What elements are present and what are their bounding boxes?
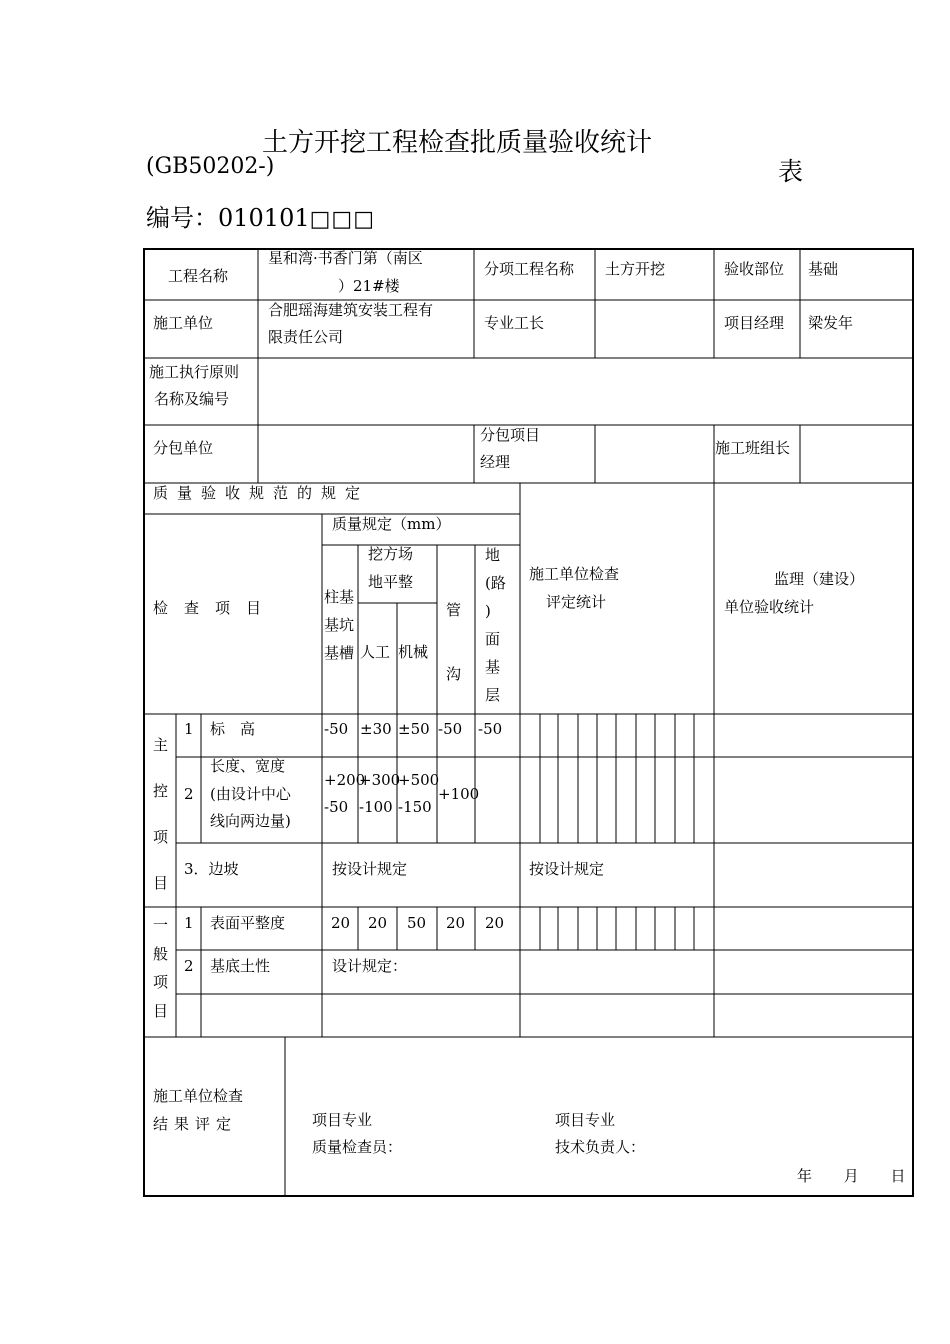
standard-label-1: 施工执行原则 [149,363,240,381]
form-number-boxes: □□□ [309,207,375,232]
mc-row2-pit-2: -50 [324,798,349,816]
mc-row2-manual-1: +300 [359,771,401,789]
col-pipe-line: 管 [446,601,462,619]
pm-label: 项目经理 [724,314,785,332]
quality-spec-label: 质量规定（mm） [332,515,451,533]
supervision-label-1: 监理（建设） [774,570,865,588]
construction-check-label-2: 评定统计 [546,593,607,611]
supervision-label-2: 单位验收统计 [724,598,815,616]
col-ground-line: 地 [485,546,501,564]
col-ground-line: 层 [485,686,501,704]
tech-label-1: 项目专业 [555,1111,616,1129]
foreman-label: 专业工长 [484,314,545,332]
col-ground-line: 面 [485,630,501,648]
form-number-label: 编号： [146,204,218,232]
col-ground-line: ) [485,602,491,620]
general-label [153,911,168,1025]
construction-unit-value-2: 限责任公司 [268,328,344,346]
tech-label-2: 技术负责人： [555,1138,646,1156]
general-char: 项 [153,973,169,991]
subcontractor-label: 分包单位 [153,439,214,457]
col-pipe-line: 沟 [446,665,462,683]
pm-value: 梁发年 [808,314,854,332]
main-control-char: 控 [153,782,169,800]
sub-pm-label-1: 分包项目 [480,426,541,444]
main-control-char: 项 [153,828,169,846]
acceptance-part-value: 基础 [808,260,839,278]
form-number-value: 010101 [218,204,310,232]
mc-slope-check: 按设计规定 [529,860,605,878]
col-ground-line: 基 [485,658,501,676]
mc-row2-manual-2: -100 [359,798,393,816]
gen-row1-pipe: 20 [446,914,466,932]
col-machine-label: 机械 [398,643,429,661]
gen-row1-pit: 20 [331,914,351,932]
mc-row2-name-1: 长度、宽度 [210,757,286,775]
construction-check-label-1: 施工单位检查 [529,565,620,583]
col-manual-label: 人工 [360,643,391,661]
mc-row2-pipe: +100 [438,785,480,803]
gen-row1-no: 1 [184,914,194,932]
mc-row2-name-3: 线向两边量) [210,812,291,830]
mc-row2-machine-1: +500 [398,771,440,789]
col-pit-line: 基坑 [324,616,355,634]
mc-row1-manual: ±30 [360,720,392,738]
col-ground-label [485,541,506,709]
col-site-label-2: 地平整 [368,573,414,591]
project-name-value-2: ）21#楼 [338,277,400,295]
mc-row2-pit-1: +200 [324,771,366,789]
project-name-label: 工程名称 [168,267,229,285]
standard-code: (GB50202-) [146,154,275,179]
acceptance-part-label: 验收部位 [724,260,785,278]
mc-row2-name-2: (由设计中心 [210,785,291,803]
col-pit-label [324,583,354,667]
gen-row1-machine: 50 [407,914,427,932]
gen-row1-ground: 20 [485,914,505,932]
spec-heading: 质量验收规范的规定 [153,484,370,502]
general-char: 目 [153,1001,169,1020]
project-name-value-1: 星和湾·书香门第（南区 [268,249,423,267]
col-site-label-1: 挖方场 [368,545,414,563]
mc-row2-machine-2: -150 [398,798,432,816]
mc-row1-name: 标 高 [210,720,256,738]
construction-unit-label: 施工单位 [153,314,214,332]
mc-slope-spec: 按设计规定 [332,860,408,878]
standard-label-2: 名称及编号 [154,390,230,408]
gen-row1-manual: 20 [368,914,388,932]
col-pit-line: 基槽 [324,644,355,662]
team-leader-label: 施工班组长 [715,439,791,457]
general-char: 一 [153,916,169,934]
mc-row1-ground: -50 [478,720,503,738]
mc-row1-machine: ±50 [398,720,430,738]
main-control-char: 目 [153,874,169,892]
construction-unit-value-1: 合肥瑶海建筑安装工程有 [268,301,434,319]
gen-row1-name: 表面平整度 [210,914,286,932]
gen-row2-no: 2 [184,957,194,975]
inspector-label-2: 质量检查员： [312,1138,403,1156]
mc-row1-pit: -50 [324,720,349,738]
date-label: 年 月 日 [797,1167,910,1185]
sub-project-label: 分项工程名称 [484,260,575,278]
sub-project-value: 土方开挖 [605,260,666,278]
col-ground-line: (路 [485,574,506,592]
result-label-1: 施工单位检查 [153,1087,244,1105]
check-item-label: 检查项目 [153,599,278,617]
gen-row2-spec: 设计规定： [332,957,408,975]
gen-row2-name: 基底土性 [210,957,271,975]
inspector-label-1: 项目专业 [312,1111,373,1129]
result-label-2: 结果评定 [153,1115,238,1133]
col-pipe-label [446,578,461,706]
title-suffix: 表 [778,157,804,186]
general-char: 般 [153,944,169,963]
page-title: 土方开挖工程检查批质量验收统计 [262,128,653,158]
col-pit-line: 柱基 [324,588,355,606]
main-control-label [153,722,168,906]
mc-row1-pipe: -50 [438,720,463,738]
mc-row1-no: 1 [184,720,194,738]
mc-slope-label: 3．边坡 [184,860,239,878]
main-control-char: 主 [153,736,169,754]
mc-row2-no: 2 [184,785,194,803]
sub-pm-label-2: 经理 [480,453,511,471]
